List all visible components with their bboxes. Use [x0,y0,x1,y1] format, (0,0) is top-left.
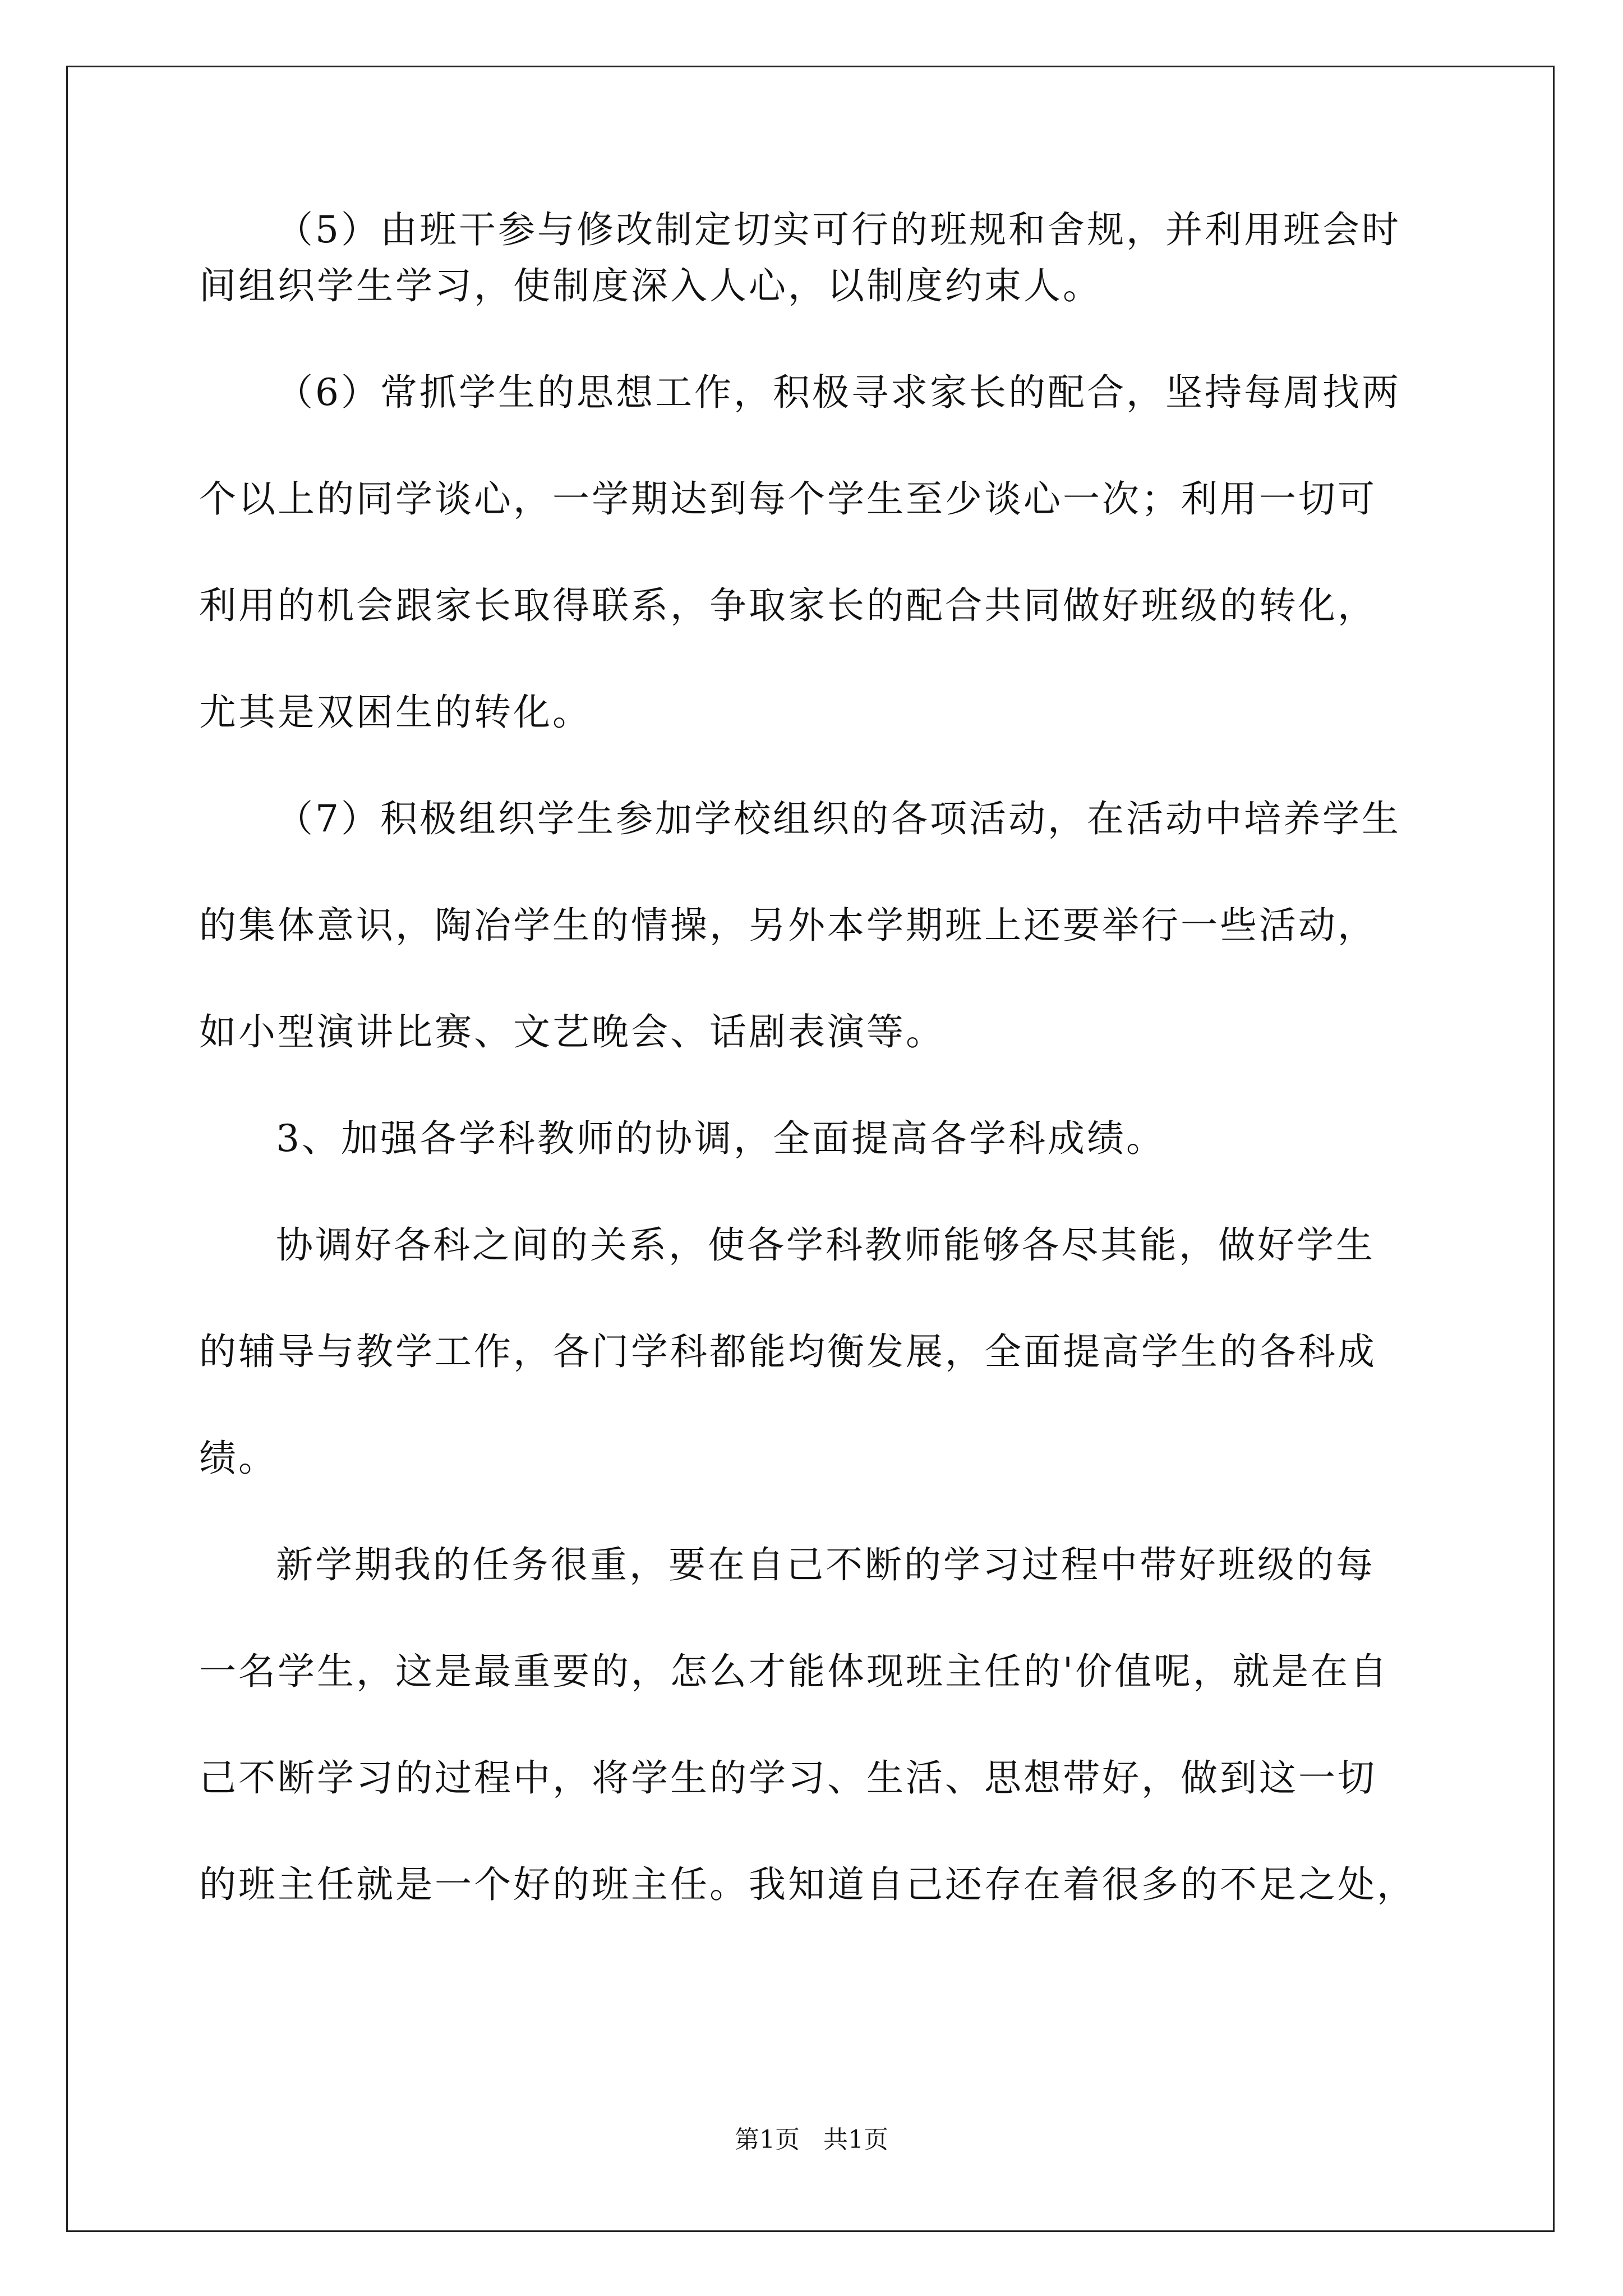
text-line: 的集体意识，陶冶学生的情操，另外本学期班上还要举行一些活动， [199,904,1377,947]
text-line: 尤其是双困生的转化。 [199,691,592,734]
text-line: 间组织学生学习，使制度深入人心，以制度约束人。 [199,264,1102,307]
text-line: （7）积极组织学生参加学校组织的各项活动，在活动中培养学生 [276,797,1401,840]
paragraph [199,1111,1424,1167]
paragraph [199,202,1424,314]
paragraph [199,791,1424,1060]
text-line: 一名学生，这是最重要的，怎么才能体现班主任的'价值呢，就是在自 [199,1650,1390,1693]
text-line: （6）常抓学生的思想工作，积极寻求家长的配合，坚持每周找两 [276,371,1401,414]
paragraph [199,1537,1424,1913]
text-line: 绩。 [199,1437,278,1480]
text-line: 利用的机会跟家长取得联系，争取家长的配合共同做好班级的转化， [199,584,1377,627]
text-line: 个以上的同学谈心，一学期达到每个学生至少谈心一次；利用一切可 [199,477,1377,521]
text-line: 如小型演讲比赛、文艺晚会、话剧表演等。 [199,1010,945,1053]
paragraph [199,1217,1424,1487]
text-line: 的辅导与教学工作，各门学科都能均衡发展，全面提高学生的各科成 [199,1330,1377,1373]
text-line: 己不断学习的过程中，将学生的学习、生活、思想带好，做到这一切 [199,1756,1377,1800]
text-line: 协调好各科之间的关系，使各学科教师能够各尽其能，做好学生 [276,1223,1375,1267]
text-line: 的班主任就是一个好的班主任。我知道自己还存在着很多的不足之处， [199,1863,1416,1906]
text-line: 新学期我的任务很重，要在自己不断的学习过程中带好班级的每 [276,1543,1375,1586]
paragraph [199,365,1424,740]
document-body [199,202,1424,1913]
text-line: 3、加强各学科教师的协调，全面提高各学科成绩。 [276,1117,1165,1160]
page-footer: 第1页 共1页 [735,2125,888,2154]
text-line: （5）由班干参与修改制定切实可行的班规和舍规，并利用班会时 [276,208,1401,251]
